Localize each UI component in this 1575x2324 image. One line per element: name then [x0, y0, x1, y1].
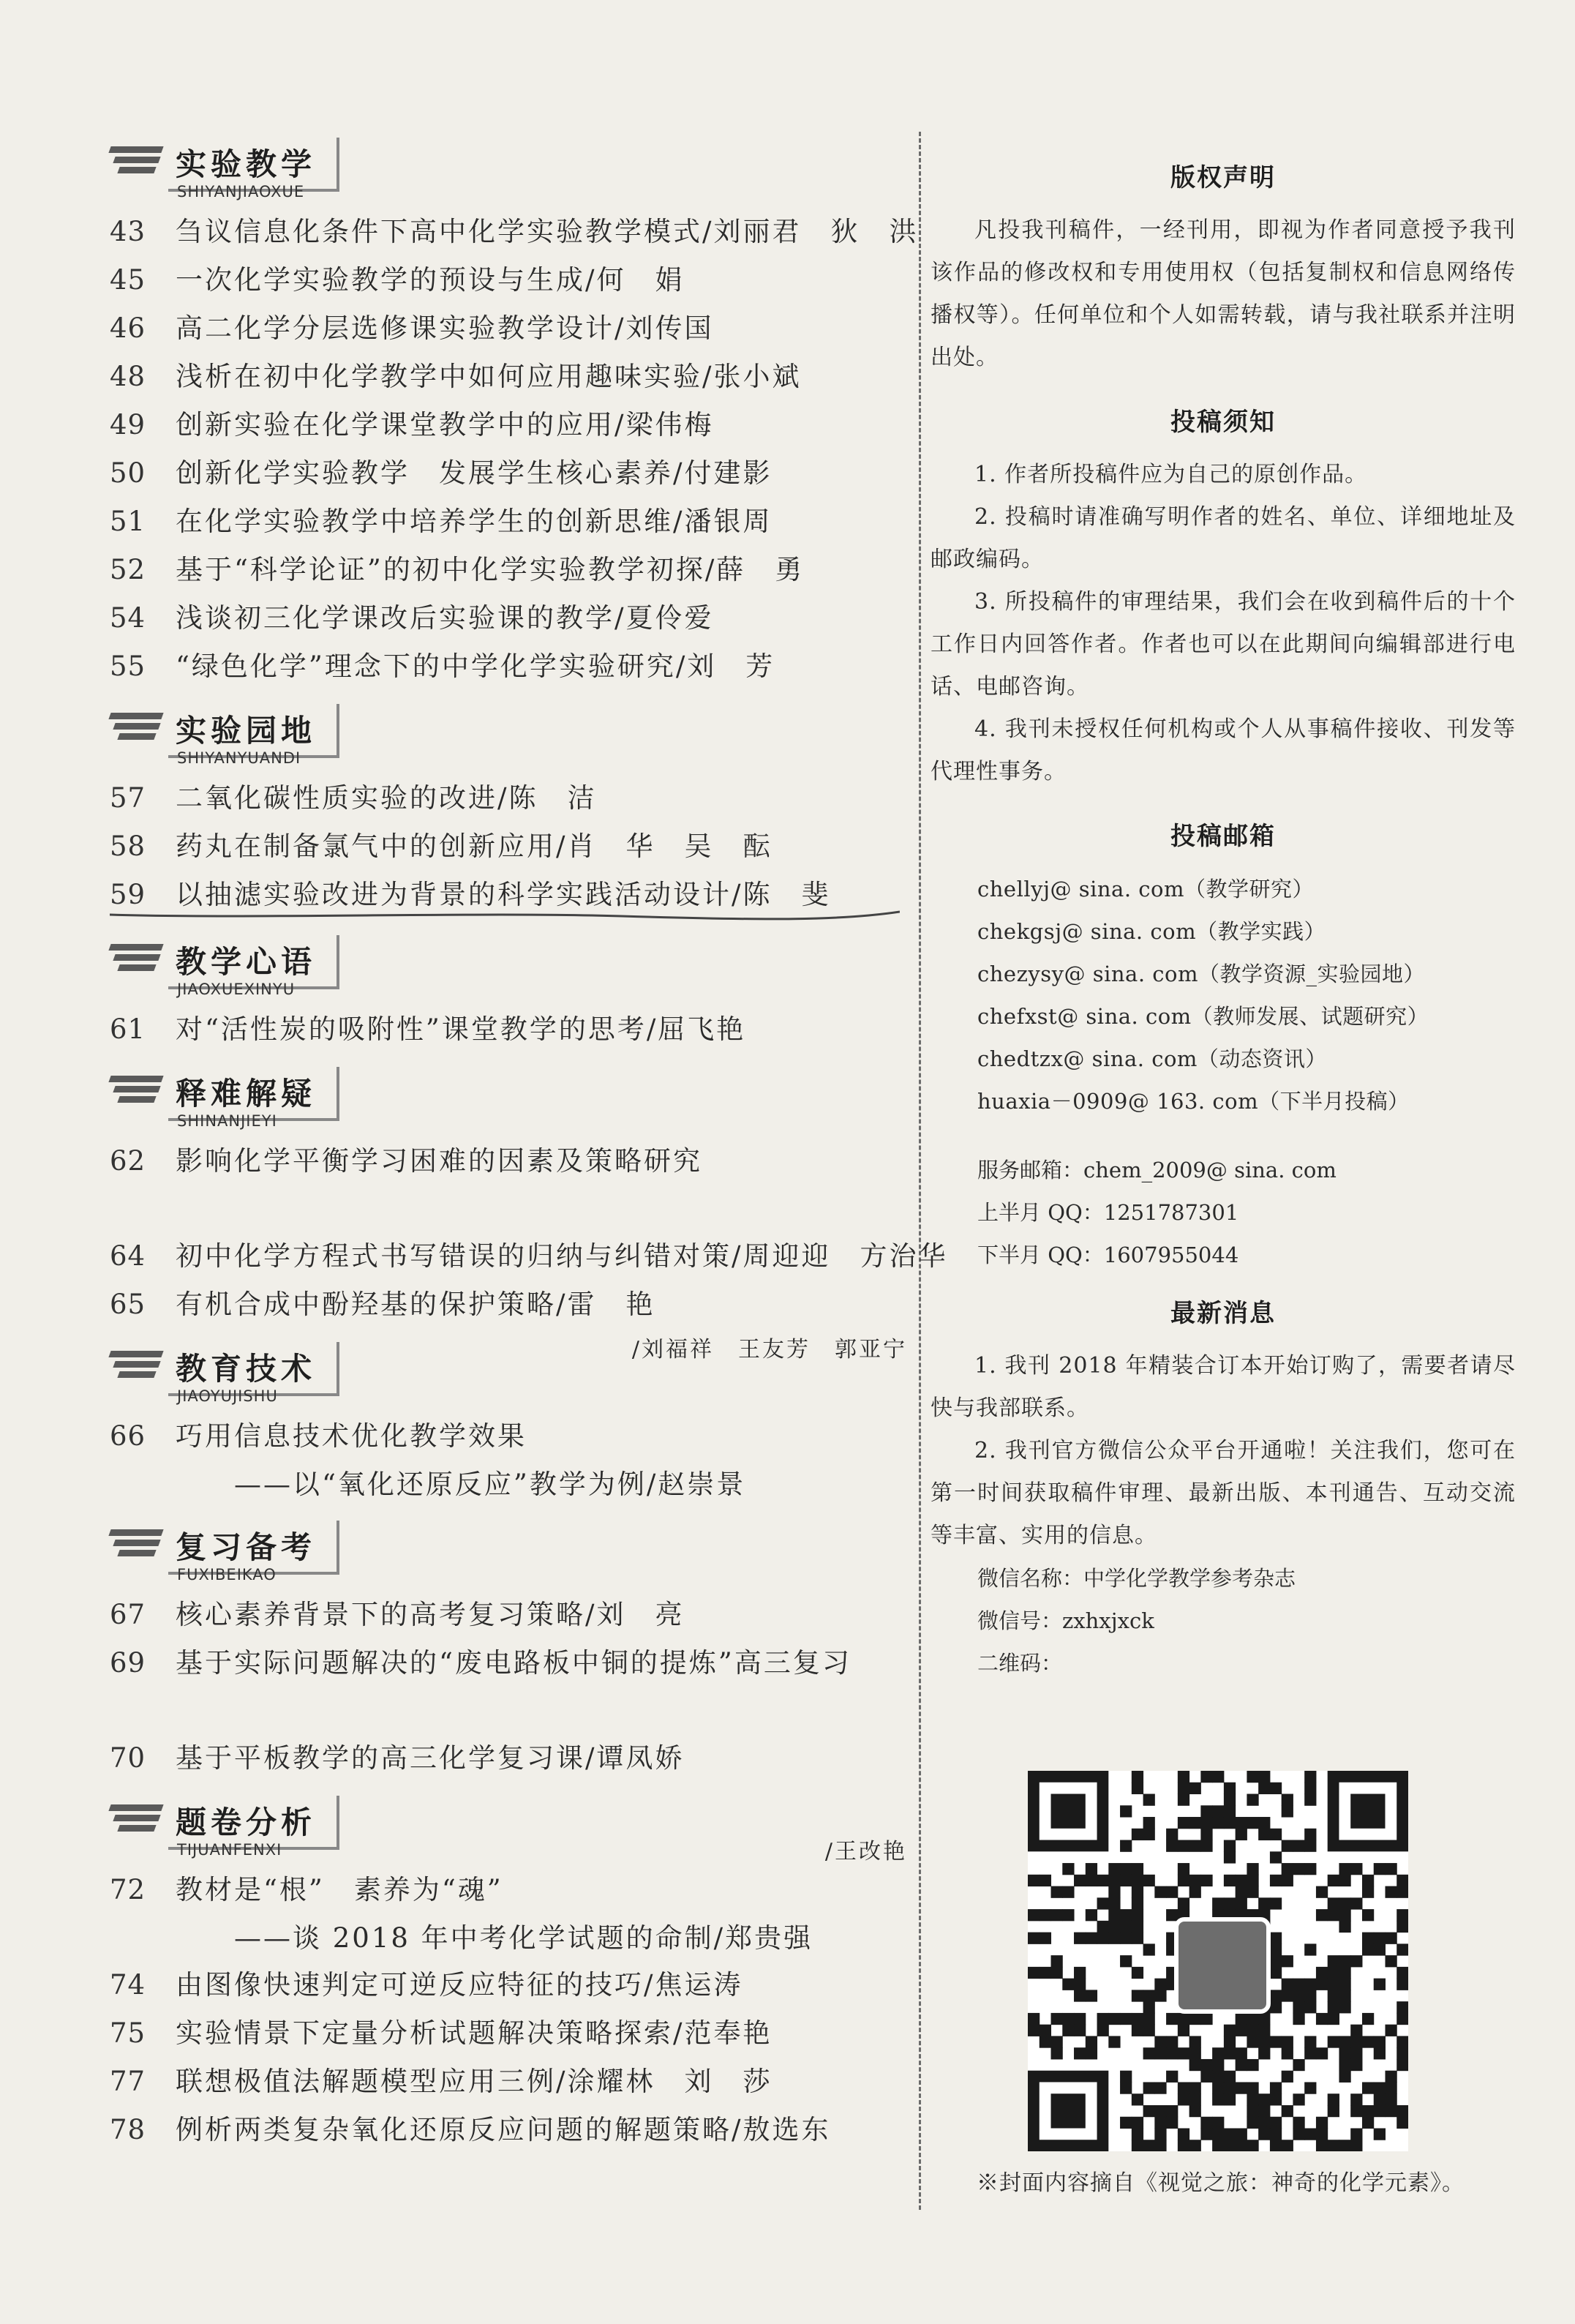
entry-title: 有机合成中酚羟基的保护策略/雷 艳: [176, 1289, 655, 1320]
email-address: chekgsj@ sina. com（教学实践）: [977, 919, 1326, 944]
news-item: 1. 我刊 2018 年精装合订本开始订购了，需要者请尽快与我部联系。: [931, 1353, 1516, 1421]
toc-entry[interactable]: [110, 774, 907, 822]
page-number: 59: [110, 879, 146, 910]
service-line: 服务邮箱：chem_2009@ sina. com: [977, 1158, 1337, 1182]
entry-title: ——以“氧化还原反应”教学为例/赵崇景: [176, 1469, 746, 1500]
entry-title: /刘福祥 王友芳 郭亚宁: [631, 1337, 907, 1362]
page-number: 78: [110, 2114, 146, 2145]
toc-section: [110, 138, 919, 691]
toc-entry[interactable]: [110, 498, 907, 546]
entry-title: 联想极值法解题模型应用三例/涂耀林 刘 莎: [176, 2066, 773, 2097]
service-info: [931, 1149, 1516, 1276]
submission-note: 1. 作者所投稿件应为自己的原创作品。: [974, 462, 1368, 487]
section-bars-icon: [110, 713, 162, 745]
table-of-contents: [110, 124, 948, 2159]
toc-entry[interactable]: [110, 2009, 907, 2058]
toc-entry[interactable]: [110, 353, 907, 401]
section-pinyin: FUXIBEIKAO: [177, 1566, 277, 1583]
qr-logo: [1174, 1917, 1271, 2014]
entry-title: 在化学实验教学中培养学生的创新思维/潘银周: [176, 506, 773, 537]
section-header: [110, 1067, 907, 1137]
page-number: 58: [110, 831, 146, 862]
toc-entry[interactable]: [110, 642, 907, 691]
section-pinyin: SHIYANYUANDI: [177, 749, 301, 767]
toc-entry[interactable]: [110, 1232, 948, 1281]
toc-entry[interactable]: [110, 1866, 907, 1914]
info-column: [931, 143, 1516, 1684]
qr-label: 二维码：: [977, 1651, 1063, 1676]
page-number: 45: [110, 264, 146, 296]
section-pinyin: SHINANJIEYI: [177, 1112, 277, 1130]
entry-title: 由图像快速判定可逆反应特征的技巧/焦运涛: [176, 1969, 743, 2001]
page-number: 51: [110, 506, 146, 537]
page-number: 65: [110, 1289, 146, 1320]
entry-title: “绿色化学”理念下的中学化学实验研究/刘 芳: [176, 651, 775, 682]
toc-entry[interactable]: [110, 594, 907, 642]
entry-title: 教材是“根” 素养为“魂”: [176, 1874, 503, 1905]
submission-note: 4. 我刊未授权任何机构或个人从事稿件接收、刊发等代理性事务。: [931, 716, 1516, 784]
wechat-id: 微信号：zxhxjxck: [977, 1608, 1154, 1633]
page-number: 64: [110, 1240, 146, 1272]
wechat-name: 微信名称：中学化学教学参考杂志: [977, 1566, 1296, 1591]
section-header: [110, 1521, 907, 1591]
toc-section: [110, 935, 907, 1054]
news-list: [931, 1345, 1516, 1557]
qr-code: [1028, 1771, 1408, 2151]
page-number: 55: [110, 651, 146, 682]
column-divider: [919, 132, 921, 2210]
page-number: 52: [110, 554, 146, 585]
page-number: 50: [110, 457, 146, 489]
toc-section: [110, 1342, 907, 1507]
toc-entry[interactable]: [110, 1914, 907, 1961]
page-number: 66: [110, 1420, 146, 1452]
toc-entry[interactable]: [110, 401, 907, 449]
entry-title: 基于平板教学的高三化学复习课/谭凤娇: [176, 1742, 685, 1774]
toc-entry[interactable]: [110, 546, 907, 594]
entry-title: 基于实际问题解决的“废电路板中铜的提炼”高三复习: [176, 1647, 852, 1679]
toc-entry[interactable]: [110, 1005, 907, 1054]
page-number: 67: [110, 1599, 146, 1630]
section-bars-icon: [110, 1804, 162, 1837]
section-title: 教学心语: [168, 935, 339, 989]
entry-title: 药丸在制备氯气中的创新应用/肖 华 吴 酝: [176, 831, 773, 862]
toc-entry[interactable]: [110, 1591, 907, 1639]
page-number: 57: [110, 782, 146, 814]
cover-footnote: ※封面内容摘自《视觉之旅：神奇的化学元素》。: [977, 2170, 1465, 2196]
entry-title: 浅析在初中化学教学中如何应用趣味实验/张小斌: [176, 361, 802, 392]
section-bars-icon: [110, 1076, 162, 1108]
page-number: 54: [110, 602, 146, 634]
entry-title: 影响化学平衡学习困难的因素及策略研究: [176, 1145, 702, 1177]
entry-title: /王改艳: [824, 1839, 907, 1864]
entry-title: 初中化学方程式书写错误的归纳与纠错对策/周迎迎 方治华: [176, 1240, 948, 1272]
email-address: huaxia－0909@ 163. com（下半月投稿）: [977, 1089, 1410, 1114]
entry-title: 二氧化碳性质实验的改进/陈 洁: [176, 782, 597, 814]
email-address: chellyj@ sina. com（教学研究）: [977, 877, 1314, 902]
section-title: 释难解疑: [168, 1067, 339, 1121]
toc-entry[interactable]: [110, 1961, 907, 2009]
copyright-title: 版权声明: [1170, 163, 1276, 192]
entry-title: 对“活性炭的吸附性”课堂教学的思考/屈飞艳: [176, 1013, 746, 1045]
submission-notes: [931, 454, 1516, 793]
section-pinyin: JIAOYUJISHU: [177, 1387, 278, 1405]
section-title: 题卷分析: [168, 1796, 339, 1850]
toc-entry[interactable]: [110, 1281, 907, 1329]
section-bars-icon: [110, 1351, 162, 1383]
service-line: 下半月 QQ：1607955044: [977, 1242, 1239, 1267]
toc-section: [110, 704, 907, 922]
service-line: 上半月 QQ：1251787301: [977, 1200, 1239, 1225]
toc-entry[interactable]: [110, 2058, 907, 2106]
copyright-text: 凡投我刊稿件，一经刊用，即视为作者同意授予我刊该作品的修改权和专用使用权（包括复制权和信息网络传播权等）。任何单位和个人如需转载，请与我社联系并注明出处。: [931, 217, 1516, 370]
entry-title: 创新实验在化学课堂教学中的应用/梁伟梅: [176, 409, 714, 441]
entry-title: 基于“科学论证”的初中化学实验教学初探/薛 勇: [176, 554, 805, 585]
toc-entry[interactable]: [110, 304, 907, 353]
page-number: 43: [110, 216, 146, 247]
section-title: 复习备考: [168, 1521, 339, 1575]
entry-title: 刍议信息化条件下高中化学实验教学模式/刘丽君 狄 洪: [176, 216, 919, 247]
section-header: [110, 935, 907, 1005]
page-number: 48: [110, 361, 146, 392]
page-number: 61: [110, 1013, 146, 1045]
section-header: [110, 704, 907, 774]
entry-title: 以抽滤实验改进为背景的科学实践活动设计/陈 斐: [176, 879, 831, 910]
toc-entry[interactable]: [110, 1639, 907, 1687]
toc-entry[interactable]: [110, 1412, 907, 1461]
section-title: 实验教学: [168, 138, 339, 192]
section-pinyin: JIAOXUEXINYU: [177, 981, 296, 998]
entry-title: 核心素养背景下的高考复习策略/刘 亮: [176, 1599, 685, 1630]
toc-entry[interactable]: [110, 1734, 907, 1783]
section-bars-icon: [110, 944, 162, 976]
news-item: 2. 我刊官方微信公众平台开通啦！关注我们，您可在第一时间获取稿件审理、最新出版、本刊通告、互动交流等丰富、实用的信息。: [931, 1438, 1516, 1548]
page-number: 70: [110, 1742, 146, 1774]
section-header: [110, 1796, 907, 1866]
page-number: 72: [110, 1874, 146, 1905]
toc-section: [110, 1067, 948, 1362]
entry-title: 巧用信息技术优化教学效果: [176, 1420, 527, 1452]
page-number: 46: [110, 312, 146, 344]
email-address: chedtzx@ sina. com（动态资讯）: [977, 1046, 1327, 1071]
toc-entry[interactable]: [110, 1461, 907, 1507]
submission-note: 3. 所投稿件的审理结果，我们会在收到稿件后的十个工作日内回答作者。作者也可以在此期间向编辑部进行电话、电邮咨询。: [931, 589, 1516, 700]
entry-title: 实验情景下定量分析试题解决策略探索/范奉艳: [176, 2017, 773, 2049]
page-number: 74: [110, 1969, 146, 2001]
submission-title: 投稿须知: [1170, 408, 1276, 437]
toc-entry[interactable]: [110, 208, 919, 256]
section-title: 实验园地: [168, 704, 339, 758]
pen-underline: [110, 910, 900, 922]
page-number: 75: [110, 2017, 146, 2049]
section-bars-icon: [110, 146, 162, 179]
email-list: [931, 868, 1516, 1122]
section-pinyin: SHIYANJIAOXUE: [177, 183, 305, 200]
toc-entry[interactable]: [110, 822, 907, 871]
section-title: 教育技术: [168, 1342, 339, 1396]
entry-title: ——谈 2018 年中考化学试题的命制/郑贵强: [176, 1922, 813, 1954]
page-number: 49: [110, 409, 146, 441]
page-number: 62: [110, 1145, 146, 1177]
toc-section: [110, 1796, 907, 2154]
toc-entry[interactable]: [110, 256, 907, 304]
entry-title: 创新化学实验教学 发展学生核心素养/付建影: [176, 457, 773, 489]
entry-title: 浅谈初三化学课改后实验课的教学/夏伶爱: [176, 602, 714, 634]
toc-entry[interactable]: [110, 1137, 907, 1185]
section-bars-icon: [110, 1529, 162, 1562]
submission-note: 2. 投稿时请准确写明作者的姓名、单位、详细地址及邮政编码。: [931, 504, 1516, 572]
email-address: chefxst@ sina. com（教师发展、试题研究）: [977, 1004, 1429, 1029]
toc-entry[interactable]: [110, 449, 907, 498]
toc-entry[interactable]: [110, 2106, 907, 2154]
page-number: 77: [110, 2066, 146, 2097]
news-title: 最新消息: [1170, 1299, 1276, 1328]
entry-title: 一次化学实验教学的预设与生成/何 娟: [176, 264, 685, 296]
email-address: chezysy@ sina. com（教学资源_实验园地）: [977, 962, 1425, 986]
page-number: 69: [110, 1647, 146, 1679]
entry-title: 高二化学分层选修课实验教学设计/刘传国: [176, 312, 714, 344]
email-title: 投稿邮箱: [1170, 822, 1276, 851]
section-header: [110, 138, 907, 208]
section-header: [110, 1342, 907, 1412]
section-pinyin: TIJUANFENXI: [177, 1841, 282, 1859]
entry-title: 例析两类复杂氧化还原反应问题的解题策略/敖选东: [176, 2114, 831, 2145]
